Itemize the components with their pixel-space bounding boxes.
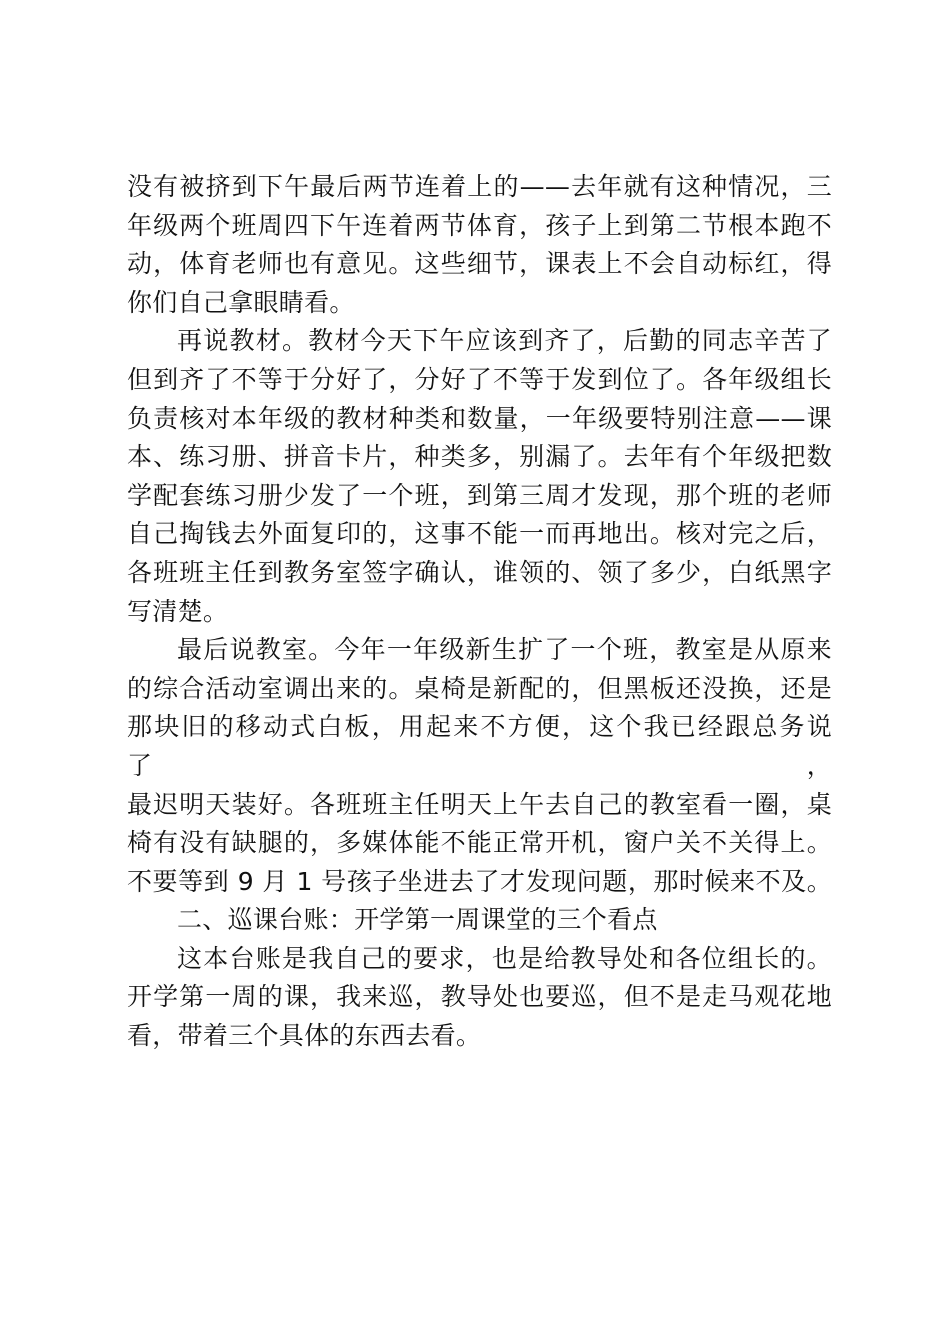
document-page: [127, 168, 832, 1056]
text-line: 但到齐了不等于分好了，分好了不等于发到位了。各年级组长: [127, 364, 832, 394]
text-line: 学配套练习册少发了一个班，到第三周才发现，那个班的老师: [127, 480, 832, 510]
text-line: 动，体育老师也有意见。这些细节，课表上不会自动标红，得: [127, 249, 832, 279]
paragraph-classrooms: [127, 631, 832, 901]
section-heading-text: 二、巡课台账：开学第一周课堂的三个看点: [177, 905, 658, 935]
text-line: 开学第一周的课，我来巡，教导处也要巡，但不是走马观花地: [127, 982, 832, 1012]
text-line: 本、练习册、拼音卡片，种类多，别漏了。去年有个年级把数: [127, 442, 832, 472]
text-line: 不要等到 9 月 1 号孩子坐进去了才发现问题，那时候来不及。: [127, 866, 832, 896]
text-line: 的综合活动室调出来的。桌椅是新配的，但黑板还没换，还是: [127, 673, 832, 703]
text-line: 再说教材。教材今天下午应该到齐了，后勤的同志辛苦了: [177, 326, 832, 356]
paragraph-schedule-details: [127, 168, 832, 322]
text-line: 年级两个班周四下午连着两节体育，孩子上到第二节根本跑不: [127, 210, 832, 240]
text-line: 没有被挤到下午最后两节连着上的——去年就有这种情况，三: [127, 172, 832, 201]
text-line: 你们自己拿眼睛看。: [127, 287, 355, 317]
text-line: 最迟明天装好。各班班主任明天上午去自己的教室看一圈，桌: [127, 789, 832, 819]
text-line: 最后说教室。今年一年级新生扩了一个班，教室是从原来: [177, 635, 832, 665]
text-line: 椅有没有缺腿的，多媒体能不能正常开机，窗户关不关得上。: [127, 828, 832, 858]
text-line: 各班班主任到教务室签字确认，谁领的、领了多少，白纸黑字: [127, 557, 832, 587]
paragraph-textbooks: [127, 322, 832, 631]
text-line: 看，带着三个具体的东西去看。: [127, 1021, 482, 1051]
text-line: 写清楚。: [127, 596, 229, 626]
section-heading: [127, 901, 832, 940]
text-line: 自己掏钱去外面复印的，这事不能一而再地出。核对完之后，: [127, 519, 832, 549]
text-line: 负责核对本年级的教材种类和数量，一年级要特别注意——课: [127, 403, 832, 433]
paragraph-inspection-ledger: [127, 940, 832, 1056]
text-line: 那块旧的移动式白板，用起来不方便，这个我已经跟总务说了，: [127, 712, 832, 780]
text-line: 这本台账是我自己的要求，也是给教导处和各位组长的。: [177, 943, 832, 973]
